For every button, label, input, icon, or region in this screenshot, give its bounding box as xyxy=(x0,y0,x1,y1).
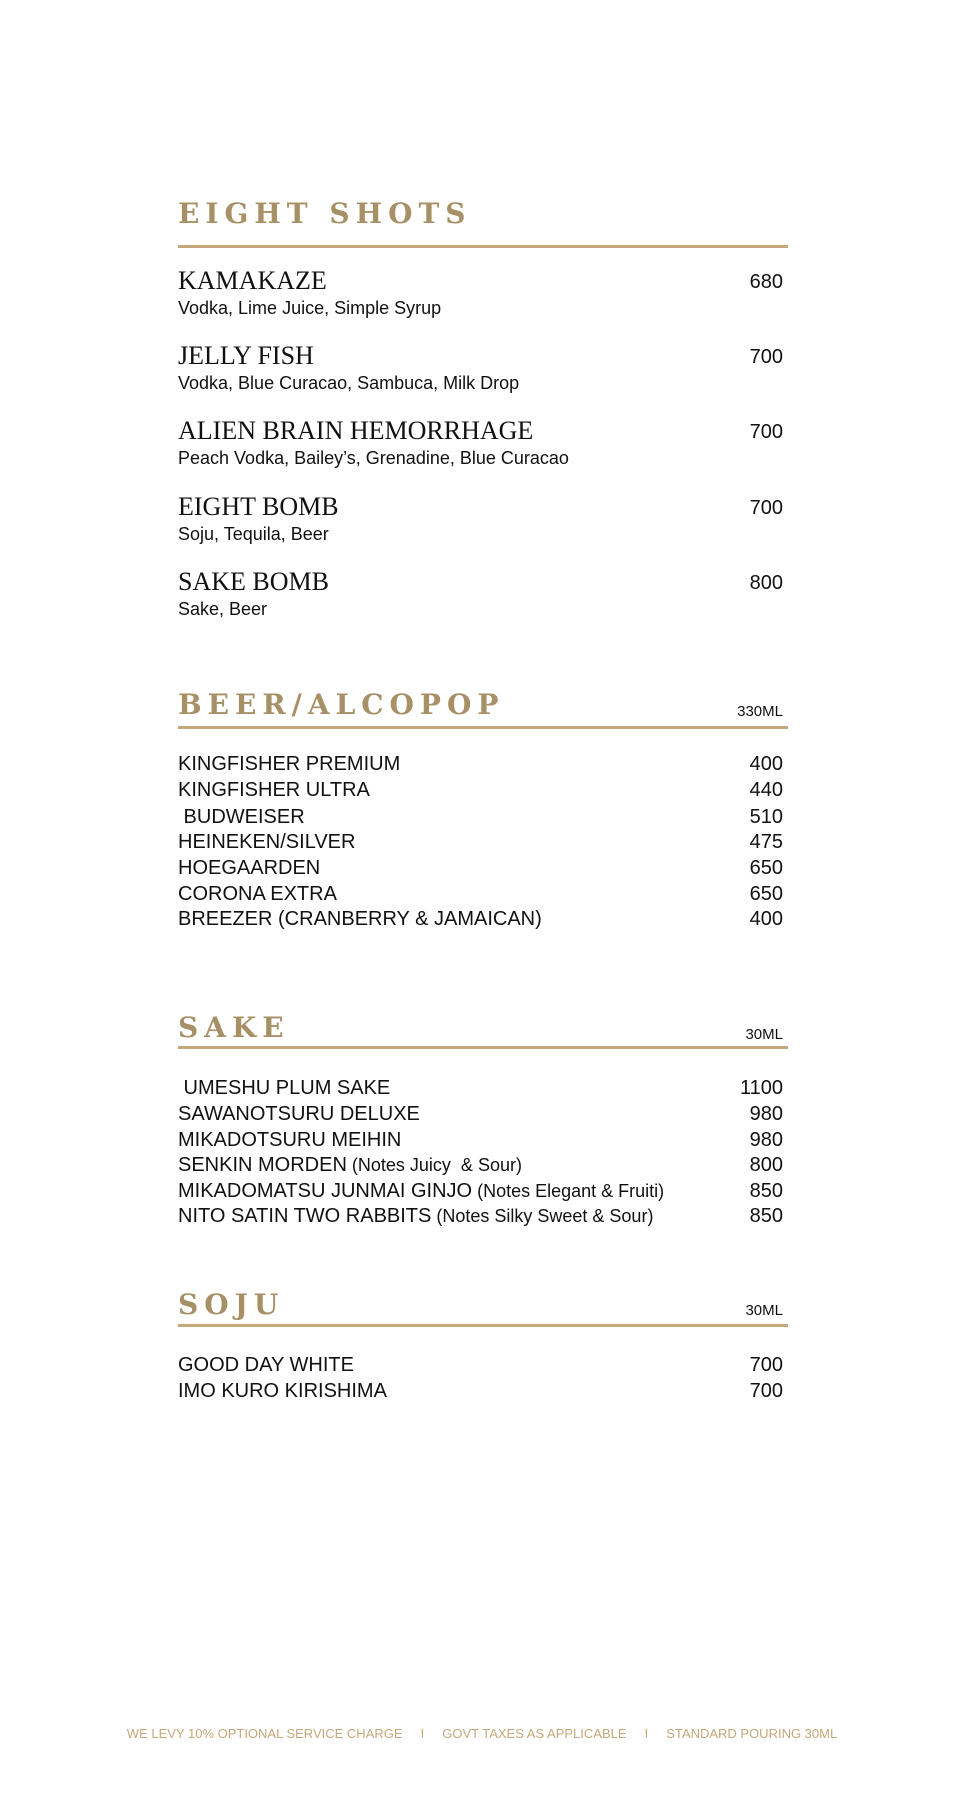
item-price: 475 xyxy=(749,831,783,853)
item-price: 440 xyxy=(749,779,783,801)
serving-size-label: 30ML xyxy=(745,1302,783,1319)
item-description: Vodka, Lime Juice, Simple Syrup xyxy=(178,298,442,318)
item-price: 800 xyxy=(749,1154,783,1176)
item-price: 650 xyxy=(749,883,783,905)
item-price: 680 xyxy=(749,271,783,293)
item-name: MIKADOMATSU JUNMAI GINJO (Notes Elegant & Fruiti) xyxy=(178,1180,665,1202)
section-title-sake: SAKE xyxy=(178,1011,290,1044)
item-price: 400 xyxy=(749,908,783,930)
item-price: 850 xyxy=(749,1205,783,1227)
item-name: EIGHT BOMB xyxy=(178,492,339,521)
item-name: BREEZER (CRANBERRY & JAMAICAN) xyxy=(178,908,542,930)
section-title-beer-alcopop: BEER/ALCOPOP xyxy=(178,688,505,721)
item-note: (Notes Elegant & Fruiti) xyxy=(472,1181,665,1201)
section-divider xyxy=(178,726,788,729)
item-name: ALIEN BRAIN HEMORRHAGE xyxy=(178,416,534,445)
item-name: NITO SATIN TWO RABBITS (Notes Silky Sweet & Sour) xyxy=(178,1205,654,1227)
item-price: 800 xyxy=(749,572,783,594)
item-name: IMO KURO KIRISHIMA xyxy=(178,1380,387,1402)
section-title-eight-shots: EIGHT SHOTS xyxy=(178,197,472,230)
item-price: 980 xyxy=(749,1103,783,1125)
item-note: (Notes Silky Sweet & Sour) xyxy=(431,1206,654,1226)
item-name: SAKE BOMB xyxy=(178,567,329,596)
section-divider xyxy=(178,1324,788,1327)
item-price: 700 xyxy=(749,1354,783,1376)
serving-size-label: 330ML xyxy=(737,703,783,720)
item-name: KAMAKAZE xyxy=(178,266,327,295)
item-description: Sake, Beer xyxy=(178,599,268,619)
item-name: KINGFISHER ULTRA xyxy=(178,779,370,801)
item-note: (Notes Juicy & Sour) xyxy=(346,1155,522,1175)
item-price: 700 xyxy=(749,346,783,368)
footer-note: WE LEVY 10% OPTIONAL SERVICE CHARGE I GOVT TAXES AS APPLICABLE I STANDARD POURING 30ML xyxy=(126,1726,838,1741)
item-price: 980 xyxy=(749,1129,783,1151)
section-title-soju: SOJU xyxy=(178,1288,285,1321)
item-price: 700 xyxy=(749,497,783,519)
serving-size-label: 30ML xyxy=(745,1026,783,1043)
item-name: CORONA EXTRA xyxy=(178,883,337,905)
item-price: 650 xyxy=(749,857,783,879)
item-name: BUDWEISER xyxy=(178,806,305,828)
item-name: SENKIN MORDEN (Notes Juicy & Sour) xyxy=(178,1154,522,1176)
item-price: 1100 xyxy=(739,1077,783,1099)
item-name: GOOD DAY WHITE xyxy=(178,1354,354,1376)
item-name: SAWANOTSURU DELUXE xyxy=(178,1103,420,1125)
item-price: 400 xyxy=(749,753,783,775)
item-price: 510 xyxy=(749,806,783,828)
item-name: HEINEKEN/SILVER xyxy=(178,831,356,853)
item-name: KINGFISHER PREMIUM xyxy=(178,753,401,775)
item-name: MIKADOTSURU MEIHIN xyxy=(178,1129,402,1151)
item-price: 700 xyxy=(749,1380,783,1402)
item-name: JELLY FISH xyxy=(178,341,314,370)
section-divider xyxy=(178,245,788,248)
item-name: HOEGAARDEN xyxy=(178,857,321,879)
item-description: Peach Vodka, Bailey’s, Grenadine, Blue Curacao xyxy=(178,448,569,468)
item-description: Soju, Tequila, Beer xyxy=(178,524,329,544)
item-price: 700 xyxy=(749,421,783,443)
item-price: 850 xyxy=(749,1180,783,1202)
section-divider xyxy=(178,1046,788,1049)
item-name: UMESHU PLUM SAKE xyxy=(178,1077,391,1099)
item-description: Vodka, Blue Curacao, Sambuca, Milk Drop xyxy=(178,373,520,393)
